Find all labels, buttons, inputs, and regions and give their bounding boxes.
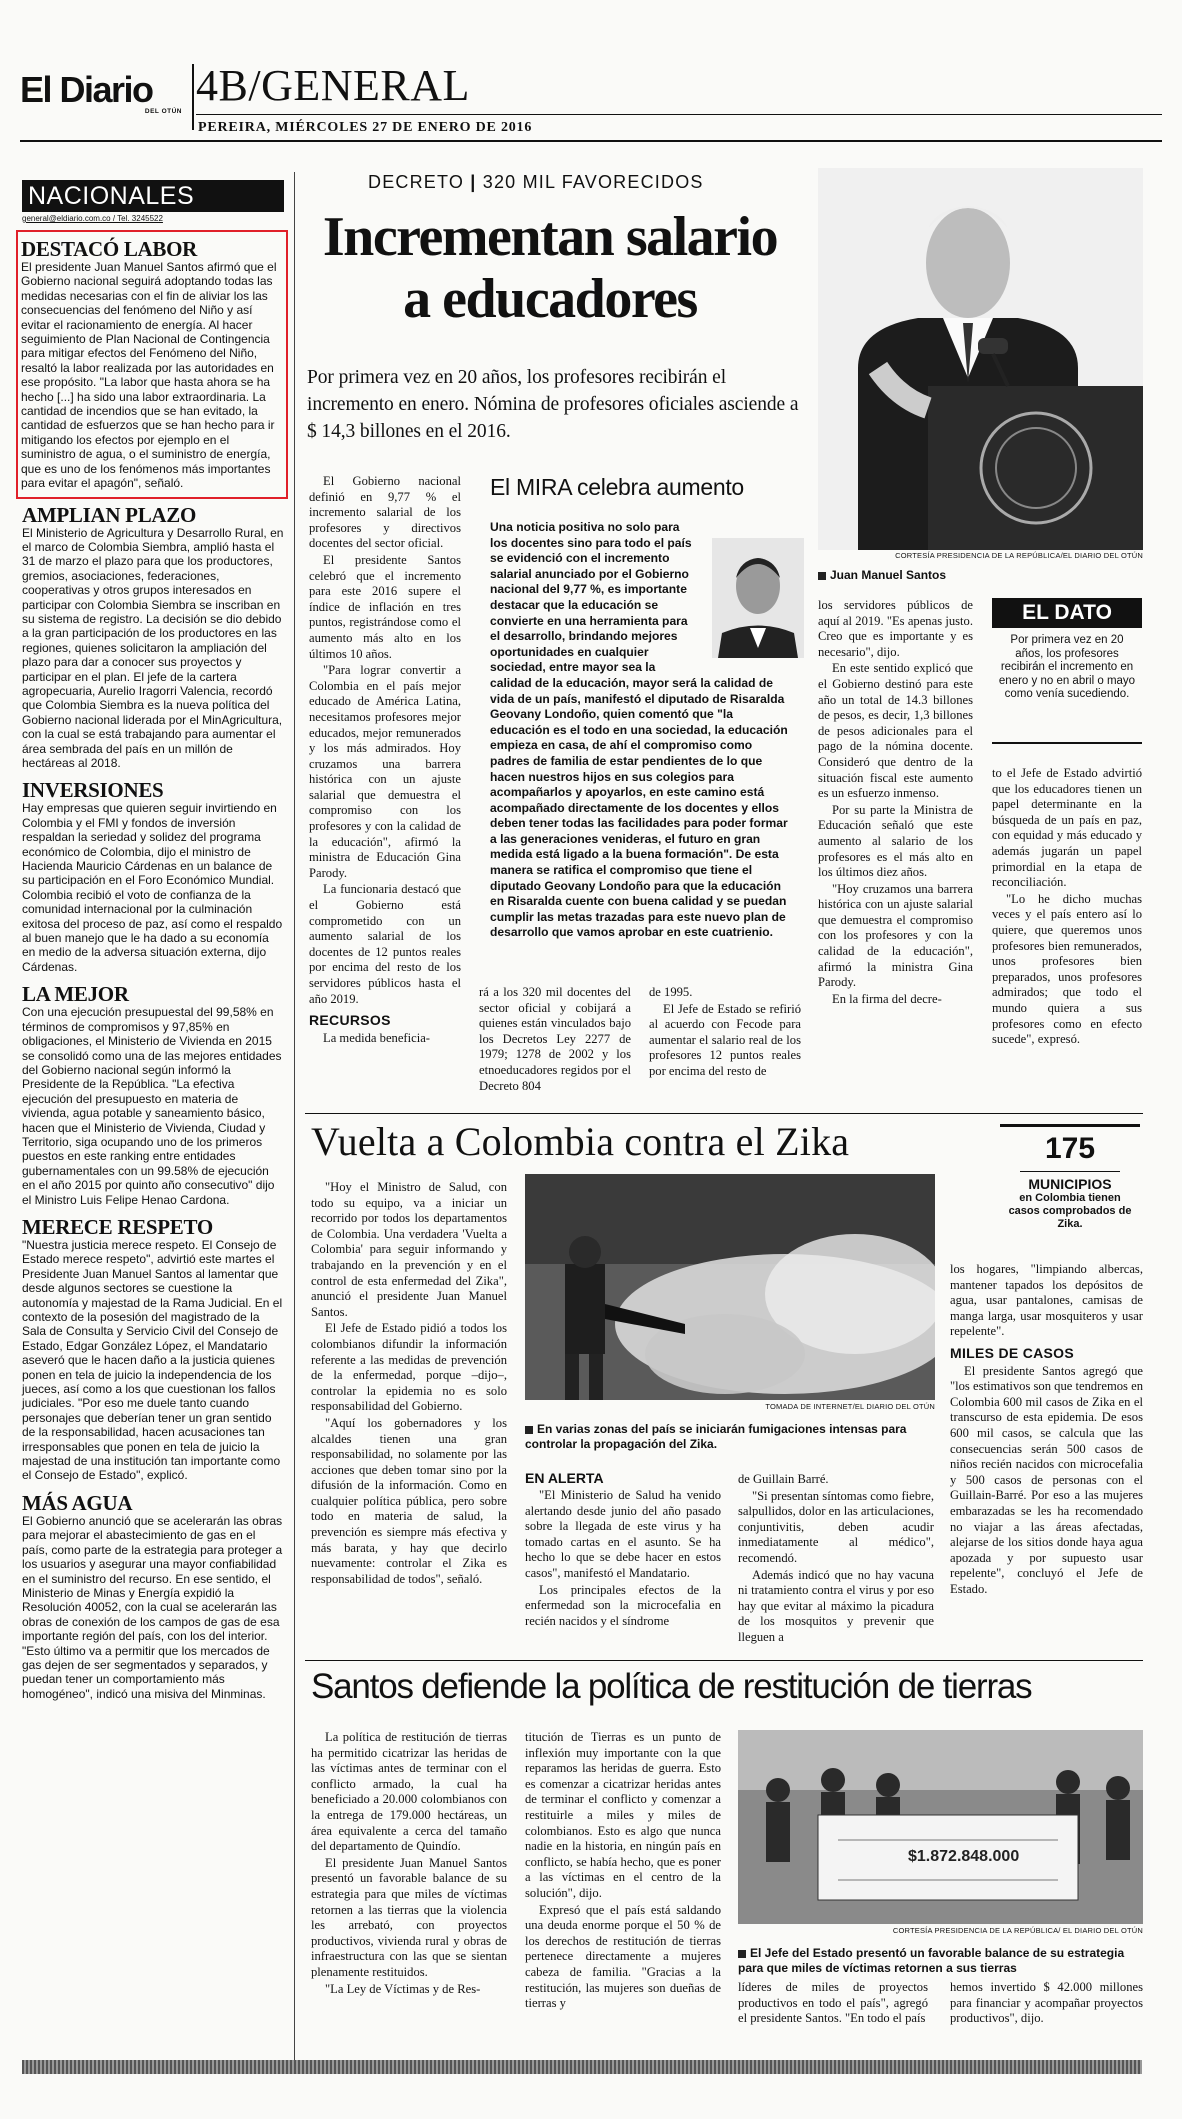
paragraph: En este sentido explicó que el Gobierno destinó para este año un total de 14.3 billones de pesos, es decir, 1,3 billones de pesos adicionales para el pago de la nómina docente. Consideró que dentro de la situación fiscal este aumento es un esfuerzo inmenso. (818, 661, 973, 801)
subhead-recursos: RECURSOS (309, 1012, 391, 1029)
sidebar-item-body: "Nuestra justicia merece respeto. El Consejo de Estado merece respeto", advirtió este martes el Presidente Juan Manuel Santos al lamentar que desde algunos sectores se cuestione la autonomía y majestad de la Rama Judicial. En el contexto de la posesión del magistrado de la Sala de Consulta y Servicio Civil del Consejo de Estado, Edgar González López, el Mandatario aseveró que le hacen daño a la justicia quienes ponen en tela de juicio la independencia de los jueces, así como a los que cuestionan los fallos judiciales. "Por eso me duele tanto cuando personajes que deberían tener un gran sentido de la responsabilidad, hacen acusaciones tan irresponsables que ponen en tela de juicio la majestad de una institución tan importante como el Consejo de Estado", explicó. (22, 1237, 283, 1483)
restitucion-photo (738, 1730, 1143, 1924)
paragraph: de Guillain Barré. (738, 1472, 829, 1486)
paragraph: El Jefe de Estado se refirió al acuerdo con Fecode para aumentar el salario real de los profesores 12 puntos reales por encima del resto de (649, 1001, 801, 1078)
sidebar-divider (294, 172, 295, 2062)
paragraph: los servidores públicos de aquí al 2019. "Es apenas justo. Creo que es importante y es necesario", dijo. (818, 598, 973, 659)
paragraph: La política de restitución de tierras ha permitido cicatrizar las heridas de las víctimas antes de terminar con el conflicto armado, la cual ha beneficiado a 20.000 colombianos con la entrega de 179.000 hectáreas, un área equivalente a cerca del tamaño del departamento de Quindío. (311, 1730, 507, 1854)
fumigation-photo-credit: TOMADA DE INTERNET/EL DIARIO DEL OTÚN (765, 1402, 935, 1411)
paragraph: El presidente Juan Manuel Santos presentó un favorable balance de su estrategia para que miles de víctimas retornen a las tierras que la violencia les arrebató, con proyectos productivos, vivienda rural y obras de infraestructura con las que se sientan plenamente restituidos. (311, 1855, 507, 1979)
sidebar-item-head: INVERSIONES (22, 778, 164, 803)
main-col2-bottom: rá a los 320 mil docentes del sector oficial y cobijará a quienes están vinculados bajo los Decretos Ley 2277 de 1979; 1278 de 2002 y los etnoeducadores regidos por el Decreto 804 (479, 985, 631, 1093)
fumigation-photo-image (525, 1174, 935, 1400)
dato-body: Por primera vez en 20 años, los profesores recibirán el incremento en enero y no en abril o mayo como venía sucediendo. (998, 634, 1136, 701)
stat-divider (1020, 1171, 1120, 1172)
sidebar-nacionales (22, 180, 284, 2060)
santos-photo-image (818, 168, 1143, 550)
paragraph: to el Jefe de Estado advirtió que los educadores tienen un papel determinante en la búsqueda de un país en paz, con equidad y más educado y además jugarán un papel primordial en la etapa de reconciliación. (992, 766, 1142, 890)
fumigation-photo (525, 1174, 935, 1400)
paragraph: Por su parte la Ministra de Educación señaló que este aumento al salario de los profesores es el más alto en los últimos diez años. (818, 802, 973, 880)
sidebar-contact: general@eldiario.com.co / Tel. 3245522 (22, 214, 163, 223)
santos-photo (818, 168, 1143, 550)
restitucion-photo-caption (738, 1946, 1143, 1976)
main-deck: Por primera vez en 20 años, los profesores recibirán el incremento en enero. Nómina de profesores oficiales asciende a $ 14,3 billones en el 2016. (307, 367, 799, 442)
paragraph: hemos invertido $ 42.000 millones para financiar y acompañar proyectos productivos", dijo. (950, 1980, 1143, 2026)
restitucion-photo-credit: CORTESÍA PRESIDENCIA DE LA REPÚBLICA/ EL DIARIO DEL OTÚN (892, 1926, 1143, 1935)
fumigation-photo-caption (525, 1422, 935, 1452)
masthead-rule (196, 114, 1162, 115)
section-title: 4B/GENERAL (196, 61, 470, 110)
restitucion-caption-text: El Jefe del Estado presentó un favorable balance de su estrategia para que miles de víctimas retornen a sus tierras (738, 1946, 1125, 1975)
paragraph: "Lo he dicho muchas veces y el país entero así lo quiere, que queremos unos profesores bien remunerados, unos profesores bien preparados, unos profesores admirados; que todo el mundo quiera a sus profesores como en efecto sucede", expresó. (992, 891, 1142, 1047)
restitucion-photo-image (738, 1730, 1143, 1924)
paragraph: La medida beneficia- (323, 1030, 430, 1045)
paragraph: La funcionaria destacó que el Gobierno está comprometido con un aumento salarial de los docentes de 12 puntos reales por encima del resto de los servidores públicos hasta el año 2019. (309, 882, 461, 1006)
tierras-col2 (525, 1730, 721, 2013)
main-headline-line2: a educadores (403, 268, 697, 330)
zika-col4 (950, 1262, 1143, 1598)
paragraph: "Hoy el Ministro de Salud, con todo su equipo, va a iniciar un recorrido por todos los departamentos de Colombia. Una verdadera 'Vuelta a Colombia' para seguir informando y trabajando en la prevención y en el control de esta enfermedad del Zika", anunció el presidente Juan Manuel Santos. (311, 1180, 507, 1319)
paragraph: "Si presentan síntomas como fiebre, salpullidos, dolor en las articulaciones, conjuntivitis, deben acudir inmediatamente al médico", recomendó. (738, 1488, 934, 1565)
main-col1 (309, 474, 461, 1047)
paragraph: "Hoy cruzamos una barrera histórica con un ajuste salarial que demuestra el compromiso con los profesores y con la calidad de la educación", afirmó la ministra Gina Parody. (818, 881, 973, 990)
fumigation-caption-text: En varias zonas del país se iniciarán fumigaciones intensas para controlar la propagación del Zika. (525, 1422, 907, 1451)
zika-col3 (738, 1472, 934, 1647)
caption-square-icon (818, 572, 826, 580)
stat-number: 175 (1044, 1132, 1096, 1165)
sidebar-item-head: LA MEJOR (22, 982, 129, 1007)
masthead-rule-bottom (20, 140, 1162, 142)
masthead-divider (192, 64, 194, 130)
paragraph: "Aquí los gobernadores y los alcaldes tienen una gran responsabilidad, no solamente por las acciones que deben tomar sino por la difusión de la información. Como en cualquier política pública, pero sobre todo en materia de salud, la prevención es siempre más efectiva y más barata, y hay que decirlo nuevamente: controlar el Zika es responsabilidad de todos", señaló. (311, 1415, 507, 1586)
main-col3-bottom (649, 985, 801, 1081)
caption-square-icon (525, 1426, 533, 1434)
dateline: PEREIRA, MIÉRCOLES 27 DE ENERO DE 2016 (198, 120, 533, 135)
sidebar-item-head: DESTACÓ LABOR (21, 237, 197, 261)
main-headline (300, 206, 800, 330)
sidebar-item-body: El Gobierno anunció que se acelerarán las obras para mejorar el abastecimiento de gas en el país, como parte de la estrategia para proteger a los usuarios y asegurar una mayor confiabilidad en el suministro del recurso. En ese sentido, el Ministerio de Minas y Energía expidió la Resolución 40052, con la cual se acelerarán las obras de conexión de los campos de gas de esa importante región del país, con los del interior. "Esto último va a permitir que los mercados de gas dejen de ser segmentados y separados, y puedan tener un comportamiento más homogéneo", indicó una misiva del Minminas. (22, 1513, 283, 1701)
alerta-subhead: EN ALERTA (525, 1470, 604, 1486)
zika-col1 (311, 1180, 507, 1588)
dato-title: EL DATO (992, 598, 1142, 628)
paragraph: "Para lograr convertir a Colombia en el país mejor educado de América Latina, necesitamos profesores mejor educados, mejor remunerados y los más admirados. Hoy cruzamos una barrera histórica con un ajuste salarial que demuestra el compromiso con los profesores y con la calidad de la educación", afirmó la ministra de Educación Gina Parody. (309, 663, 461, 880)
sidebar-item-head: AMPLIAN PLAZO (22, 502, 197, 527)
stat-label: MUNICIPIOS (1028, 1176, 1112, 1192)
tierras-headline: Santos defiende la política de restitución de tierras (311, 1667, 1032, 1706)
main-col5 (992, 766, 1142, 1049)
zika-headline: Vuelta a Colombia contra el Zika (311, 1119, 850, 1164)
paragraph: de 1995. (649, 985, 693, 999)
section-rule (305, 1660, 1143, 1661)
santos-photo-caption-text: Juan Manuel Santos (830, 568, 947, 582)
sidebar-title: NACIONALES (22, 180, 284, 212)
paragraph: En la firma del decre- (832, 991, 942, 1006)
footer-band (22, 2060, 1142, 2074)
kicker-separator: | (470, 172, 483, 192)
paragraph: los hogares, "limpiando albercas, mantener tapados los depósitos de agua, usar pantalones, camisas de manga larga, usar mosquiteros y usar repelente". (950, 1262, 1143, 1339)
paragraph: El presidente Santos celebró que el incremento para este 2016 supere el índice de inflación en tres puntos, registrándose como el aumento más alto en los últimos 10 años. (309, 552, 461, 661)
tierras-col1 (311, 1730, 507, 1998)
paragraph: "El Ministerio de Salud ha venido alertando desde junio del año pasado sobre la llegada de este virus y ha tomado cartas en el asunto. Se ha hecho lo que se debe hacer en estos casos", manifestó el Mandatario. (525, 1488, 721, 1580)
paragraph: El Jefe de Estado pidió a todos los colombianos difundir la información referente a las medidas de prevención de la enfermedad, porque –dijo–, controlar la epidemia no es solo responsabilidad del Gobierno. (311, 1321, 507, 1414)
santos-photo-caption (818, 568, 946, 583)
santos-photo-credit: CORTESÍA PRESIDENCIA DE LA REPÚBLICA/EL DIARIO DEL OTÚN (895, 551, 1143, 560)
miles-subhead: MILES DE CASOS (950, 1344, 1074, 1361)
paragraph: "La Ley de Víctimas y de Res- (325, 1981, 481, 1996)
paragraph: Los principales efectos de la enfermedad son la microcefalia en recién nacidos y el síndrome (525, 1582, 721, 1628)
mira-body: Una noticia positiva no solo para los docentes sino para todo el país se evidenció con el incremento salarial anunciado por el Gobierno nacional del 9,77 %, es importante destacar que la educación se convierte en una herramienta para el desarrollo, brindando mejores oportunidades en cualquier sociedad, entre mayor sea la calidad de la educación, mayor será la calidad de vida de un país, manifestó el diputado de Risaralda Geovany Londoño, quien comentó que "la educación es el todo en una sociedad, la educación empieza en casa, de ahí el compromiso como padres de familia de estar pendientes de lo que hacen nuestros hijos en sus colegios para acompañarlos y apoyarlos, en este camino está acompañado directamente de los docentes y ellos deben tener todas las facilidades para poder formar a las generaciones venideras, el futuro en gran medida está ligado a la buena formación". De esta manera se ratifica el compromiso que tiene el diputado Geovany Londoño para que la educación en Risaralda cuente con buena calidad y se puedan cumplir las metas trazadas para este nuevo plan de desarrollo que vamos aprobar en este cuatrienio. (490, 520, 795, 941)
main-headline-line1: Incrementan salario (322, 206, 778, 268)
main-col4 (818, 598, 973, 1008)
paragraph: El Gobierno nacional definió en 9,77 % el incremento salarial de los profesores y directivos docentes del sector oficial. (309, 474, 461, 551)
stat-text: en Colombia tienen casos comprobados de Zika. (1008, 1192, 1132, 1230)
cheque-amount: $1.872.848.000 (908, 1848, 1020, 1865)
mira-mask (705, 532, 805, 664)
paragraph: líderes de miles de proyectos productivos en todo el país", agregó el presidente Santos. "En todo el país (738, 1980, 928, 2026)
dato-box (992, 598, 1142, 744)
kicker-right: 320 MIL FAVORECIDOS (482, 172, 704, 192)
kicker (368, 172, 704, 193)
sidebar-item-head: MÁS AGUA (22, 1490, 133, 1515)
paragraph: titución de Tierras es un punto de inflexión muy importante con la que reparamos las heridas de guerra. Esto es comenzar a cicatrizar heridas antes de terminar el conflicto y comenzar a restituirle a miles y miles de colombianos. Esto es algo que nunca nadie en la historia, en ningún país en conflicto, se había hecho, que es poner a las víctimas en el centro de la solución", dijo. (525, 1730, 721, 1900)
brand-logo (20, 69, 182, 115)
paragraph: Expresó que el país está saldando una deuda enorme porque el 50 % de los derechos de restitución de tierras pertenece directamente a mujeres cabeza de familia. "Gracias a la restitución, las mujeres son dueñas de tierras y (525, 1902, 721, 2011)
sidebar-item-body: Con una ejecución presupuestal del 99,58% en términos de compromisos y 97,85% en obligaciones, el Ministerio de Vivienda en 2015 se consolidó como una de las mejores entidades del Gobierno nacional según informó la Presidente de la República. "La efectiva ejecución del presupuesto en materia de vivienda, agua potable y saneamiento básico, hacen que el Ministerio de Vivienda, Ciudad y Territorio, siga ocupando uno de los primeros puestos en este ranking entre entidades gubernamentales con un 99.58% de ejecución en el año 2015 por quinto año consecutivo" dijo el Ministro Luis Felipe Henao Cardona. (22, 1005, 282, 1207)
section-rule (305, 1113, 1143, 1114)
kicker-left: DECRETO (368, 172, 465, 192)
paragraph: El presidente Santos agregó que "los estimativos son que tendremos en Colombia 600 mil casos de Zika en el transcurso de esta epidemia. De esos 600 mil casos, se calcula que las consecuencias serán 500 casos de niños recién nacidos con microcefalia y 500 casos de personas con el Guillain-Barré. Por eso a las mujeres embarazadas se les ha recomendado no viajar a las áreas afectadas, alejarse de los sitios donde haya agua apozada y por supuesto usar repelente", concluyó el Jefe de Estado. (950, 1363, 1143, 1596)
caption-square-icon (738, 1950, 746, 1958)
zika-stat-box (1000, 1124, 1140, 1234)
tierras-col3 (738, 1980, 928, 2028)
paragraph: Además indicó que no hay vacuna ni tratamiento contra el virus y por eso hay que evitar al máximo la picadura de los mosquitos y prevenir que lleguen a (738, 1567, 934, 1644)
zika-col2 (525, 1488, 721, 1630)
highlight-box (16, 230, 288, 499)
brand-subtitle: DEL OTÚN (144, 108, 182, 115)
tierras-col4 (950, 1980, 1143, 2028)
sidebar-item-body: El Ministerio de Agricultura y Desarrollo Rural, en el marco de Colombia Siembra, amplió hasta el 31 de marzo el plazo para que los productores, gremios, asociaciones, federaciones, cooperativas y otros grupos interesados en participar con Colombia Siembra se inscriban en su sistema de registro. La decisión se dio debido a la gran participación de los productores en las regiones, quienes solicitaron la ampliación del plazo para dar a conocer sus proyectos y participar en el plan. El jefe de la cartera agropecuaria, Aurelio Iragorri Valencia, recordó que Colombia Siembra es la nueva política del Gobierno nacional liderada por el MinAgricultura, con la cual se está trabajando para aumentar el área sembrada del país en un millón de hectáreas al 2018. (22, 525, 284, 770)
brand-name: El Diario (20, 69, 153, 110)
sidebar-item-body: El presidente Juan Manuel Santos afirmó que el Gobierno nacional seguirá adoptando todas las medidas necesarias con el fin de aliviar los las consecuencias del fenómeno del Niño y así evitar el racionamiento de energía. Al hacer seguimiento de Plan Nacional de Contingencia para mitigar efectos del Fenómeno del Niño, resaltó la labor realizada por las autoridades en ese propósito. "La labor que hasta ahora se ha hecho [...] ha sido una labor extraordinaria. La cantidad de incendios que se han evitado, la cantidad de esfuerzos que se han hecho para ir mitigando los efectos por ejemplo en el suministro de agua, o el suministro de energía, que es uno de los fenómenos más importantes para evitar el apagón", señaló. (21, 260, 277, 491)
masthead (20, 58, 1162, 142)
sidebar-item-body: Hay empresas que quieren seguir invirtiendo en Colombia y el FMI y fondos de inversión respaldan la seriedad y solidez del programa económico de Colombia, dijo el ministro de Hacienda Mauricio Cárdenas en un balance de su participación en el Foro Económico Mundial. Colombia recibió el voto de confianza de la comunidad internacional por la culminación exitosa del proceso de paz, así como el respaldo al buen manejo que le ha dado a su economía en medio de la adversa situación externa, dijo Cárdenas. (22, 801, 283, 974)
sidebar-item-head: MERECE RESPETO (22, 1214, 213, 1239)
mira-headline: El MIRA celebra aumento (490, 474, 744, 500)
